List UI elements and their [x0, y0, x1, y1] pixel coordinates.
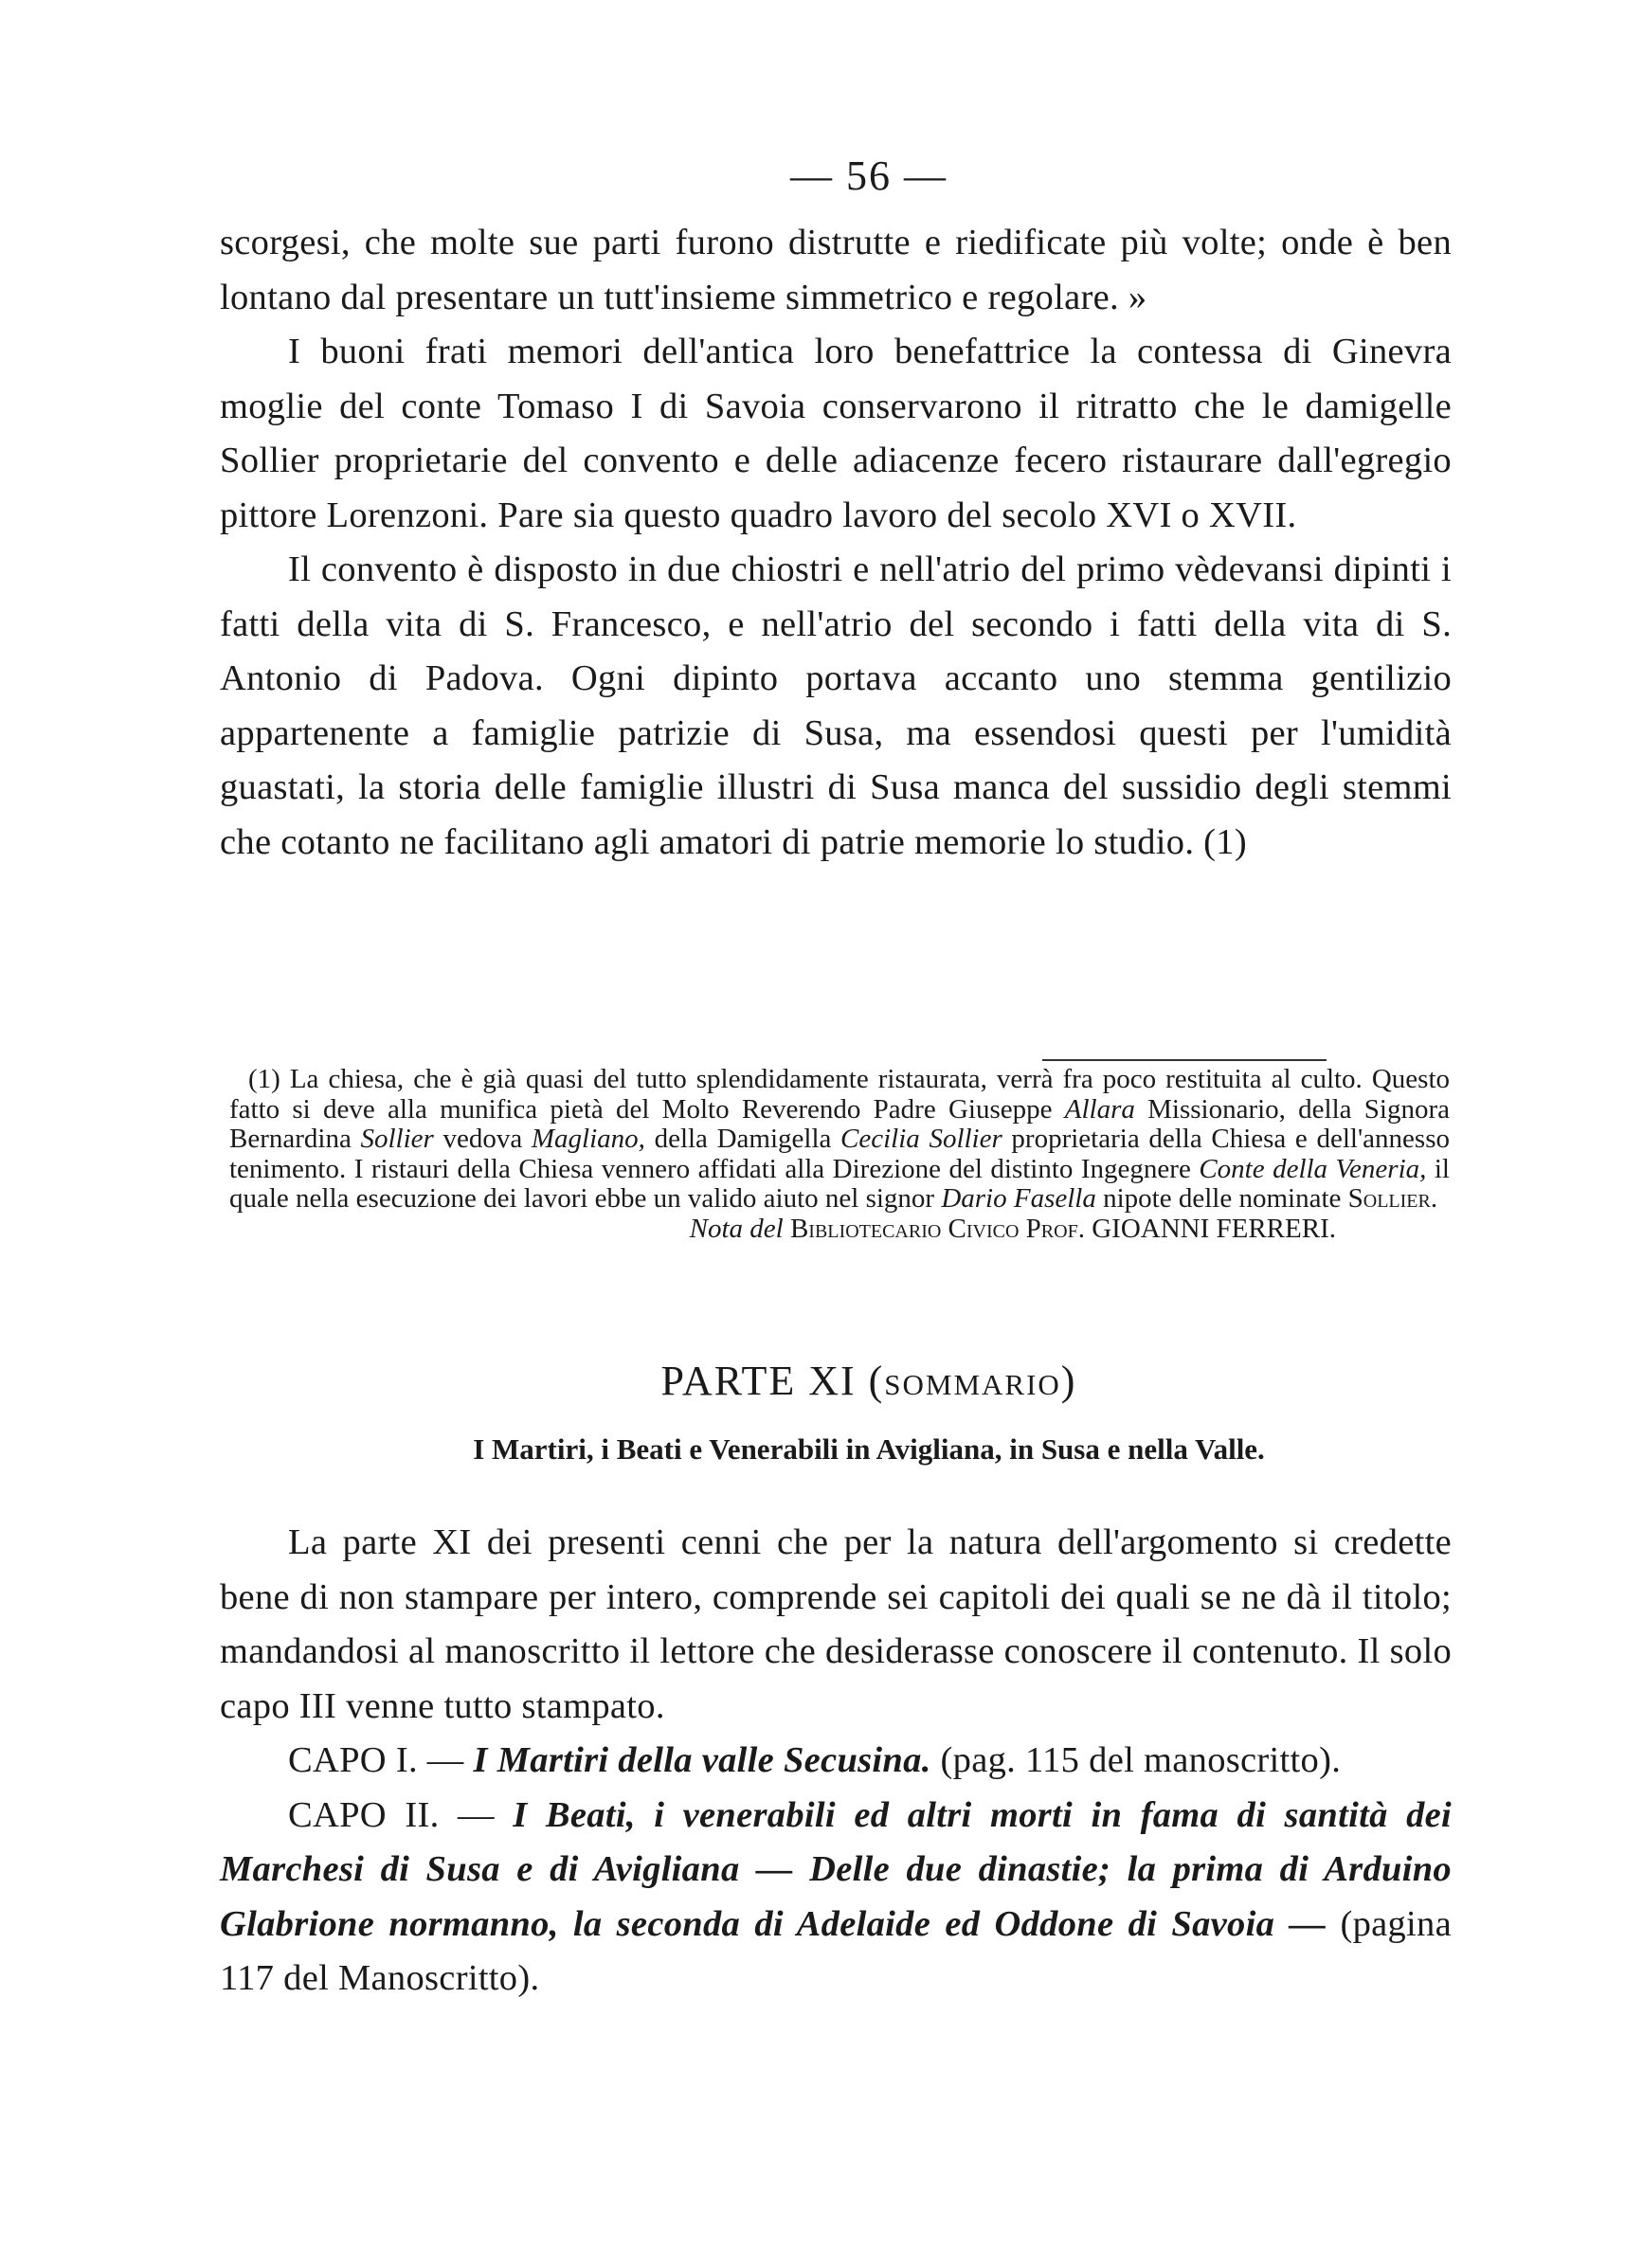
footnote-divider — [1042, 1059, 1327, 1061]
footnote-text: (1) La chiesa, che è già quasi del tutto splendidamente ristaurata, verrà fra poco restituita al culto. Questo fatto si deve alla munifica pietà del Molto Reverendo Padre Giuseppe Allara Missionario, della Signora Bernardina Sollier vedova Magliano, della Damigella Cecilia Sollier proprietaria della Chiesa e dell'annesso tenimento. I ristauri della Chiesa vennero affidati alla Direzione del distinto Ingegnere Conte della Veneria, il quale nella esecuzione dei lavori ebbe un valido aiuto nel signor Dario Fasella nipote delle nominate Sollier. — [229, 1064, 1450, 1214]
body-text-top — [220, 216, 1452, 870]
paragraph: La parte XI dei presenti cenni che per la natura dell'argomento si credette bene di non stampare per intero, comprende sei capitoli dei quali se ne dà il titolo; mandandosi al manoscritto il lettore che desiderasse conoscere il contenuto. Il solo capo III venne tutto stampato. — [220, 1522, 1452, 1726]
footnote-signature: Nota del Bibliotecario Civico Prof. GIOANNI FERRERI. — [689, 1213, 1336, 1244]
footnote — [229, 1065, 1450, 1244]
body-text-bottom — [220, 1516, 1452, 2007]
paragraph: Il convento è disposto in due chiostri e nell'atrio del primo vèdevansi dipinti i fatti della vita di S. Francesco, e nell'atrio del secondo i fatti della vita di S. Antonio di Padova. Ogni dipinto portava accanto uno stemma gentilizio appartenente a famiglie patrizie di Susa, ma essendosi questi per l'umidità guastati, la storia delle famiglie illustri di Susa manca del sussidio degli stemmi che cotanto ne facilitano agli amatori di patrie memorie lo studio. (1) — [220, 549, 1452, 862]
capo-entry: CAPO II. — I Beati, i venerabili ed altri morti in fama di santità dei Marchesi di Susa e di Avigliana — Delle due dinastie; la prima di Arduino Glabrione normanno, la seconda di Adelaide ed Oddone di Savoia — (pagina 117 del Manoscritto). — [220, 1794, 1452, 1998]
part-heading: PARTE XI (sommario) — [660, 1358, 1077, 1404]
part-subheading: I Martiri, i Beati e Venerabili in Avigliana, in Susa e nella Valle. — [473, 1432, 1265, 1466]
capo-entry: CAPO I. — I Martiri della valle Secusina. (pag. 115 del manoscritto). — [288, 1740, 1342, 1780]
page-number: — 56 — — [790, 153, 948, 199]
paragraph: I buoni frati memori dell'antica loro benefattrice la contessa di Ginevra moglie del conte Tomaso I di Savoia conservarono il ritratto che le damigelle Sollier proprietarie del convento e delle adiacenze fecero ristaurare dall'egregio pittore Lorenzoni. Pare sia questo quadro lavoro del secolo XVI o XVII. — [220, 332, 1452, 535]
paragraph: scorgesi, che molte sue parti furono distrutte e riedificate più volte; onde è ben lontano dal presentare un tutt'insieme simmetrico e regolare. » — [220, 223, 1452, 317]
